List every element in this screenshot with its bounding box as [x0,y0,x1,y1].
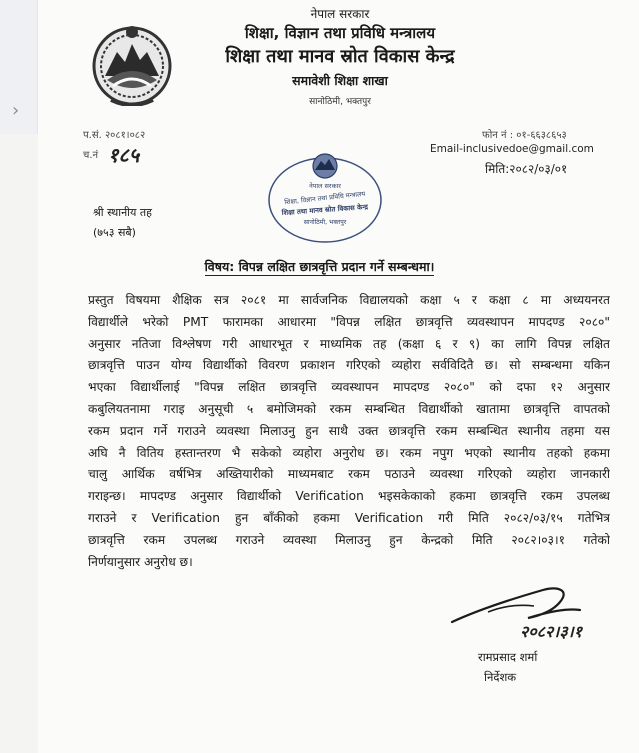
body-line: प्रस्तुत विषयमा शैक्षिक सत्र २०८१ मा सार्वजनिक विद्यालयको कक्षा ५ र कक्षा ८ मा अध्ययनरत [88,293,610,307]
body-line: छात्रवृत्ति पाउन योग्य विद्यार्थीको विवरण प्रकाशन गरिएको व्यहोरा सर्वविदितै छ। सो सम्बन्धमा यकिन [88,358,610,373]
header-ministry: शिक्षा, विज्ञान तथा प्रविधि मन्त्रालय [244,24,436,42]
body-line: विद्यार्थीले भरेको PMT फारामका आधारमा "विपन्न लक्षित छात्रवृत्ति व्यवस्थापन मापदण्ड २०८०" [88,314,610,329]
body-line: भएका विद्यार्थीलाई "विपन्न लक्षित छात्रवृत्ति व्यवस्थापन मापदण्ड २०८०" को दफा १२ अनुसार [88,380,610,395]
letter-body [88,290,610,573]
subject-line [0,258,639,275]
signatory-designation: निर्देशक [484,670,517,684]
addressee-line-1: श्री स्थानीय तह [93,206,153,219]
nepal-emblem-icon [91,22,173,106]
header-location: सानोठिमी, भक्तपुर [309,97,371,107]
email-address: Email-inclusivedoe@gmail.com [430,143,594,155]
header-section: समावेशी शिक्षा शाखा [292,73,388,88]
signatory-name: रामप्रसाद शर्मा [478,650,538,664]
addressee-line-2: (७५३ सबै) [93,226,136,239]
phone-number: फोन नं : ०१-६६३८६५३ [482,130,567,141]
body-line: अघि नै वितिय हस्तान्तरण भै सकेको व्यहोरा अनुरोध छ। रकम नपुग भएको स्थानीय तहको हकमा [88,445,610,460]
body-line: गराइन्छ। मापदण्ड अनुसार विद्यार्थीको Verification भइसकेकाको हकमा छात्रवृत्ति रकम उपलब्ध [88,489,610,504]
side-panel [0,0,38,134]
subject-text: विषय: विपन्न लक्षित छात्रवृत्ति प्रदान गर्ने सम्बन्धमा। [204,259,435,274]
office-stamp [265,150,385,245]
signature-date: २०८२।३।१ [520,622,583,641]
body-line: निर्णयानुसार अनुरोध छ। [88,554,193,569]
stamp-line-4: सानोठिमी, भक्तपुर [303,219,347,226]
chevron-right-icon[interactable]: › [12,100,20,121]
body-line: गराउने र Verification हुन बाँकीको हकमा Verification गरी मिति २०८२/०३/१५ गतेभित्र [88,510,610,525]
dispatch-label: च.नं [83,150,99,161]
header-government: नेपाल सरकार [310,7,370,21]
stamp-emblem-icon [313,154,337,178]
dispatch-number: १८५ [108,143,140,167]
header-center: शिक्षा तथा मानव स्रोत विकास केन्द्र [225,46,455,67]
fiscal-year: प.सं. २०८१।०८२ [83,130,146,141]
body-line: चालु आर्थिक वर्षभित्र अख्तियारीको माध्यमबाट रकम पठाउने व्यवस्था गरिएको व्यहोरा जानकारी [88,467,610,482]
stamp-line-3: शिक्षा तथा मानव स्रोत विकास केन्द्र [281,202,369,218]
stamp-line-1: नेपाल सरकार [309,182,341,190]
body-line: अनुसार नतिजा विश्लेषण गरी आधारभूत र माध्यमिक तह (कक्षा ६ र ९) का लागि विपन्न लक्षित [88,336,610,351]
body-line: छात्रवृत्ति रकम उपलब्ध गराउने व्यवस्था मिलाउनु हुन केन्द्रको मिति २०८२।०३।१ गतेको [88,532,610,547]
body-line: कबुलियतनामा गराइ अनुसूची ५ बमोजिमको रकम सम्बन्धित विद्यार्थीको खातामा छात्रवृत्ति वापतको [88,401,610,416]
body-line: रकम प्रदान गर्ने गराउने व्यवस्था मिलाउनु हुन साथै उक्त छात्रवृत्ति रकम सम्बन्धित स्थानीय तहमा यस [88,423,610,438]
stamp-line-2: शिक्षा, विज्ञान तथा प्रविधि मन्त्रालय [283,189,366,207]
letter-date: मिति:२०८२/०३/०१ [485,162,568,176]
